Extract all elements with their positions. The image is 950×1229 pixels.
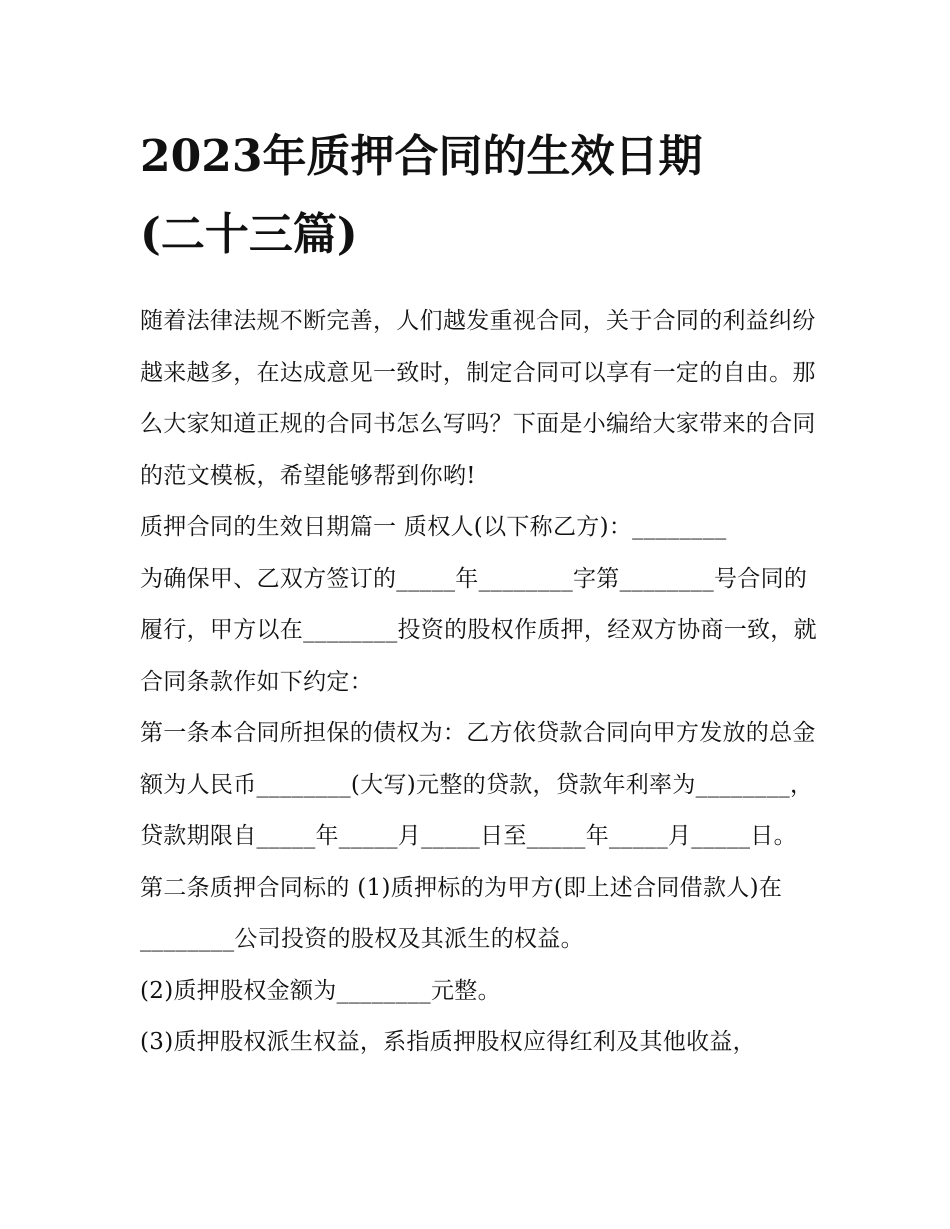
intro-paragraph: 随着法律法规不断完善，人们越发重视合同，关于合同的利益纠纷越来越多，在达成意见一致时，制定合同可以享有一定的自由。那么大家知道正规的合同书怎么写吗？下面是小编给大家带来的合同的范文模板，希望能够帮到你哟!	[140, 308, 816, 489]
pledgee-line: 质押合同的生效日期篇一 质权人(以下称乙方)：________	[140, 514, 727, 540]
title-line-2: (二十三篇)	[140, 209, 358, 260]
document-title	[140, 118, 820, 274]
derived-rights-paragraph: (3)质押股权派生权益，系指质押股权应得红利及其他收益，	[140, 1029, 756, 1055]
article-1-paragraph: 第一条本合同所担保的债权为：乙方依贷款合同向甲方发放的总金额为人民币________(大写)元整的贷款，贷款年利率为________，贷款期限自_____年_____月_____日至_____年_____月_____日。	[140, 720, 816, 849]
purpose-paragraph: 为确保甲、乙双方签订的_____年________字第________号合同的履行，甲方以在________投资的股权作质押，经双方协商一致，就合同条款作如下约定：	[140, 565, 817, 695]
article-2-paragraph: 第二条质押合同标的 (1)质押标的为甲方(即上述合同借款人)在________公司投资的股权及其派生的权益。	[140, 874, 783, 952]
document-body	[140, 296, 820, 1069]
title-line-1: 2023年质押合同的生效日期	[140, 131, 703, 182]
document-page	[140, 118, 820, 1069]
pledge-amount-paragraph: (2)质押股权金额为________元整。	[140, 977, 501, 1004]
